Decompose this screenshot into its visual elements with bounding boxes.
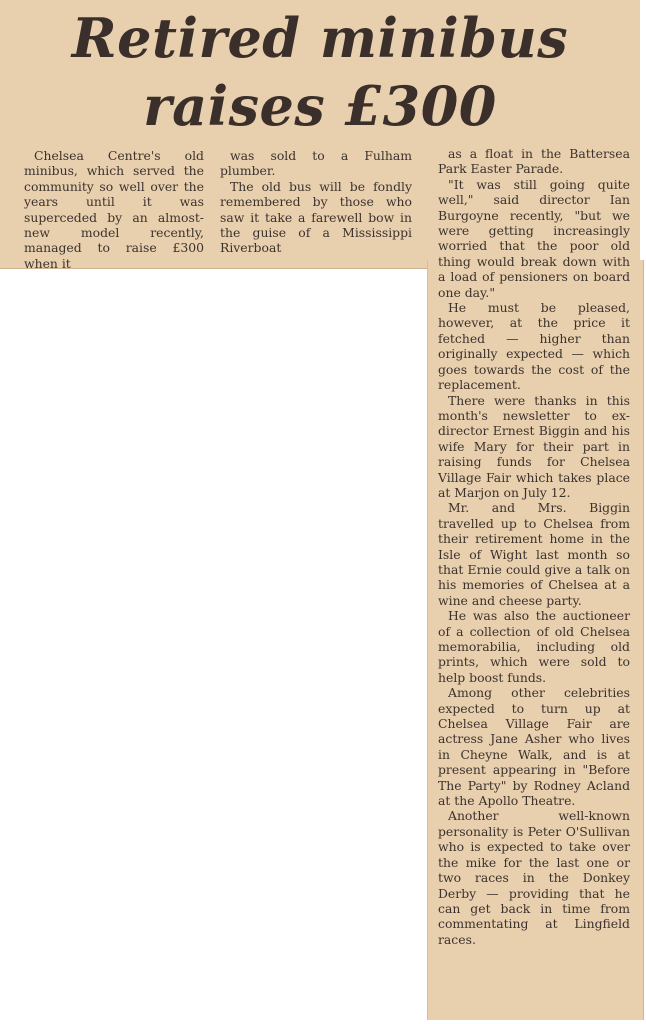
article-column-2 (220, 148, 412, 256)
paragraph: was sold to a Fulham plumber. (220, 148, 412, 179)
paragraph: as a float in the Battersea Park Easter Parade. (438, 146, 630, 177)
paragraph: Chelsea Centre's old minibus, which served the community so well over the years until it was superceded by an almost-new model recently, managed to raise £300 when it (24, 148, 204, 271)
paragraph: "It was still going quite well," said director Ian Burgoyne recently, "but we were getting increasingly worried that the poor old thing would break down with a load of pensioners on board one day." (438, 176, 630, 300)
paragraph: There were thanks in this month's newsletter to ex-director Ernest Biggin and his wife Mary for their part in raising funds for Chelsea Village Fair which takes place at Marjon on July 12. (438, 392, 630, 500)
headline-line-2: raises £300 (143, 74, 497, 138)
paragraph: He must be pleased, however, at the price it fetched — higher than originally expected — which goes towards the cost of the replacement. (438, 300, 630, 393)
paragraph: Mr. and Mrs. Biggin travelled up to Chelsea from their retirement home in the Isle of Wight last month so that Ernie could give a talk on his memories of Chelsea at a wine and cheese party. (438, 500, 630, 608)
headline-line-1: Retired minibus (71, 6, 569, 70)
article-column-1 (24, 148, 204, 271)
article-column-3 (438, 146, 630, 947)
paragraph: Among other celebrities expected to turn up at Chelsea Village Fair are actress Jane Asher who lives in Cheyne Walk, and is at present appearing in "Before The Party" by Rodney Acland at the Apollo Theatre. (438, 685, 630, 809)
paragraph: Another well-known personality is Peter O'Sullivan who is expected to take over the mike for the last one or two races in the Donkey Derby — providing that he can get back in time from commentating at Lingfield races. (438, 808, 630, 947)
paragraph: He was also the auctioneer of a collection of old Chelsea memorabilia, including old prints, which were sold to help boost funds. (438, 608, 630, 685)
paragraph: The old bus will be fondly remembered by those who saw it take a farewell bow in the guise of a Mississippi Riverboat (220, 178, 412, 256)
